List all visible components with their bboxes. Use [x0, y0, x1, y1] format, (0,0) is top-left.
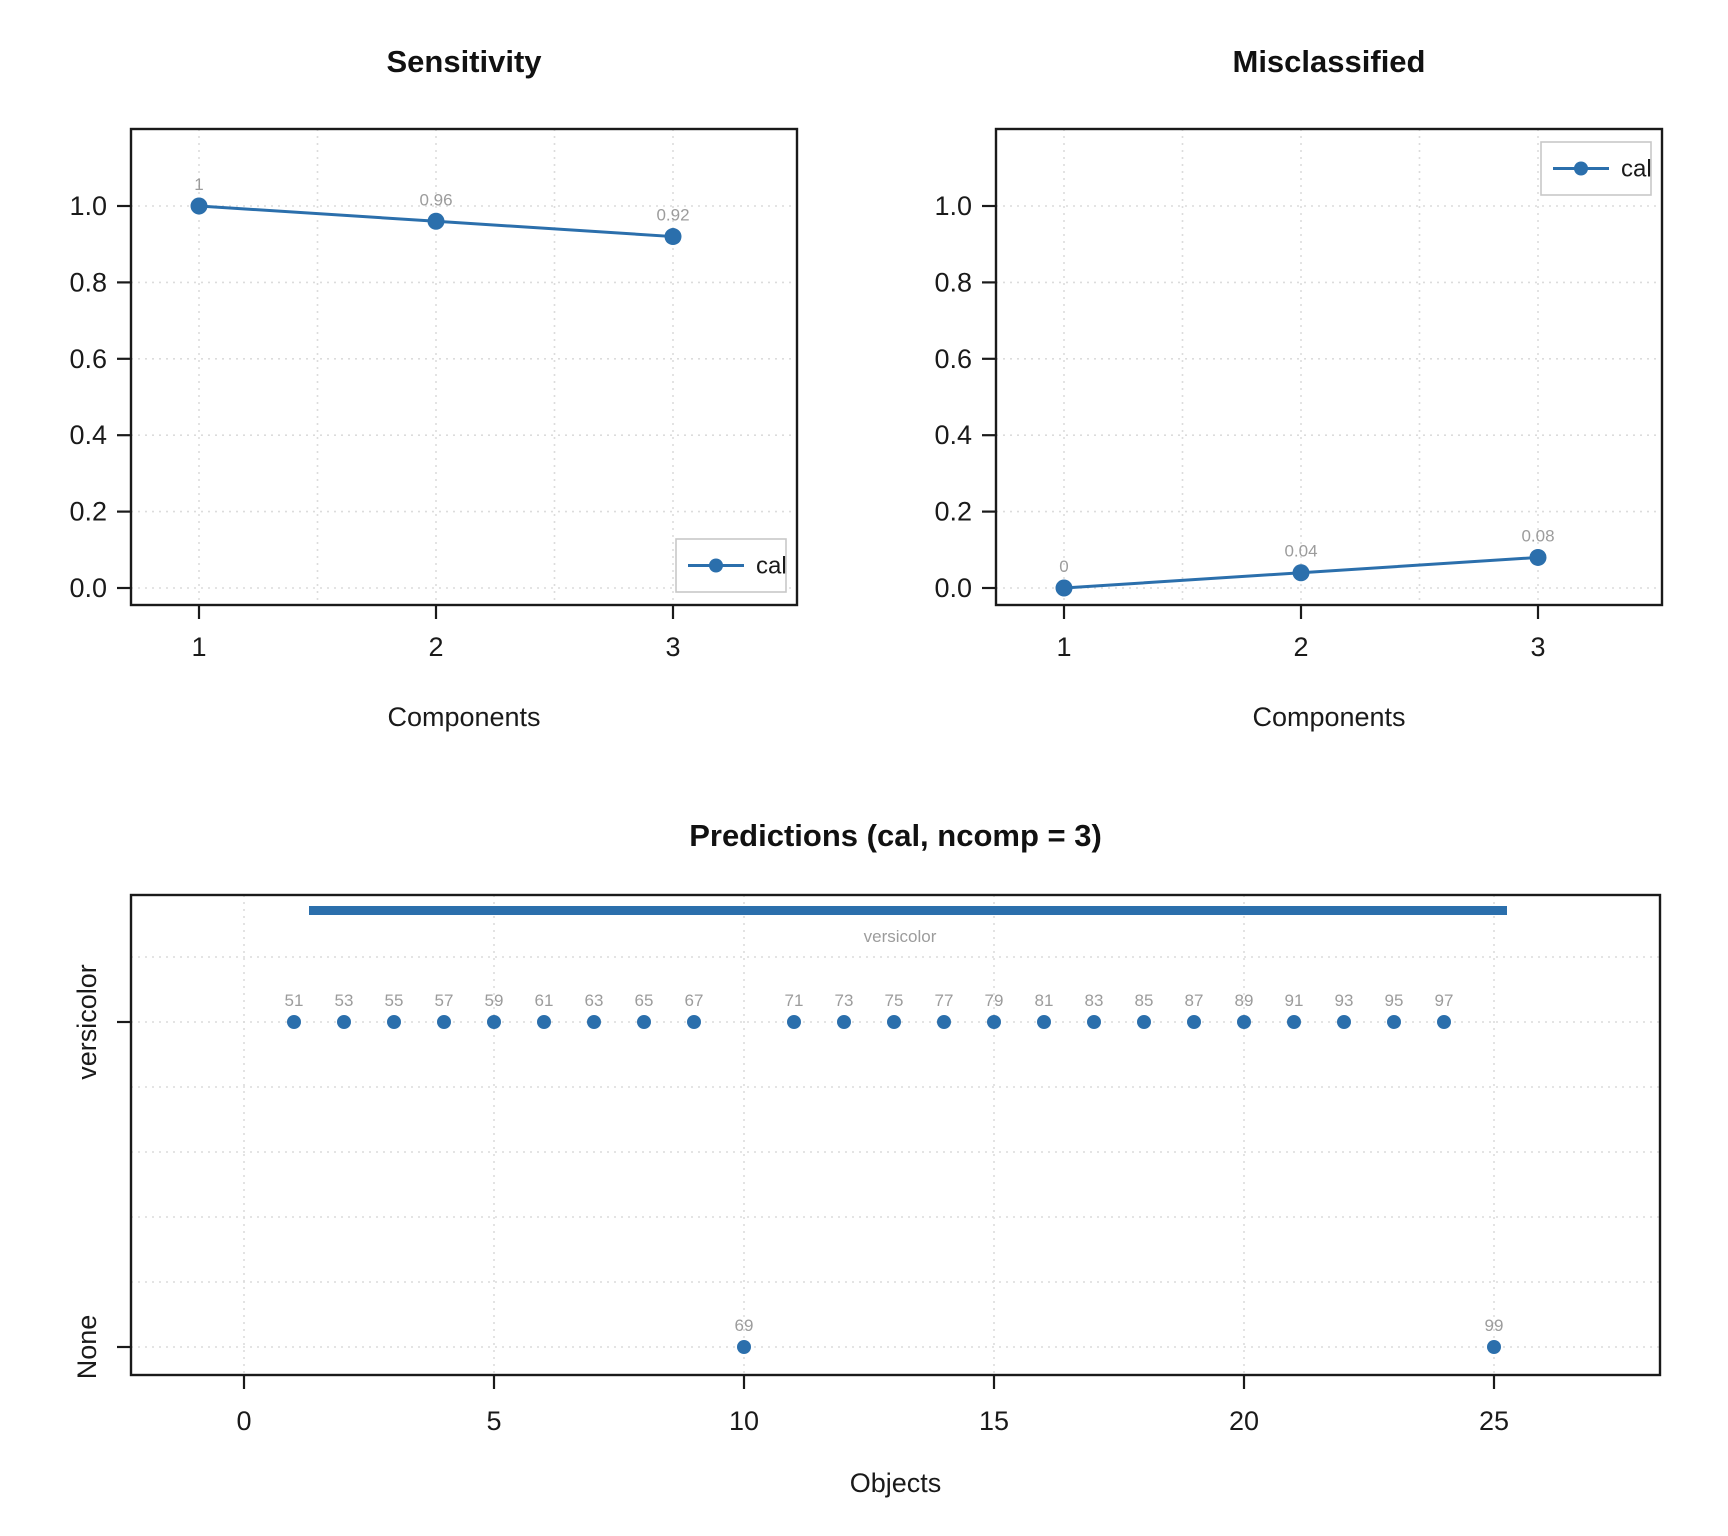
data-point — [1056, 580, 1073, 597]
x-tick-label: 2 — [1293, 632, 1309, 662]
chart-title-misclassified: Misclassified — [1232, 44, 1426, 79]
data-point — [1287, 1015, 1301, 1029]
data-point — [1530, 549, 1547, 566]
y-tick-label: 0.4 — [934, 420, 972, 451]
x-tick-label: 1 — [1056, 632, 1072, 662]
data-point — [437, 1015, 451, 1029]
y-tick-label: None — [72, 1314, 102, 1380]
point-label: 95 — [1384, 991, 1404, 1010]
point-label: 59 — [484, 991, 504, 1010]
x-tick-label: 1 — [191, 632, 207, 662]
x-tick-label: 3 — [1530, 632, 1546, 662]
data-point — [1387, 1015, 1401, 1029]
x-tick-label: 2 — [428, 632, 444, 662]
misclassified-border — [996, 129, 1662, 605]
point-label: 63 — [584, 991, 604, 1010]
x-tick-label: 10 — [728, 1406, 760, 1436]
y-tick-label: versicolor — [72, 964, 102, 1080]
data-point — [537, 1015, 551, 1029]
chart-title-sensitivity: Sensitivity — [386, 44, 542, 79]
y-tick-label: 0.0 — [934, 573, 972, 603]
data-point — [837, 1015, 851, 1029]
class-bar — [309, 906, 1507, 915]
class-bar-label: versicolor — [863, 927, 937, 946]
point-label: 67 — [684, 991, 704, 1010]
y-tick-label: 0.2 — [934, 496, 972, 527]
xaxis-label-components-right: Components — [1252, 702, 1406, 732]
data-point — [1487, 1340, 1501, 1354]
y-tick-label: 0.6 — [934, 343, 972, 374]
point-label: 51 — [284, 991, 304, 1010]
data-point — [665, 228, 682, 245]
xaxis-label-objects: Objects — [849, 1468, 942, 1498]
legend-label: cal — [756, 552, 787, 580]
point-label: 55 — [384, 991, 404, 1010]
point-label: 73 — [834, 991, 854, 1010]
data-point — [287, 1015, 301, 1029]
data-point — [337, 1015, 351, 1029]
point-label: 79 — [984, 991, 1004, 1010]
x-tick-label: 25 — [1478, 1406, 1510, 1436]
data-point — [1137, 1015, 1151, 1029]
misclassified-gridlines — [996, 129, 1662, 605]
point-label: 83 — [1084, 991, 1104, 1010]
data-point — [987, 1015, 1001, 1029]
data-point — [1293, 564, 1310, 581]
point-label: 0.04 — [1284, 541, 1318, 561]
data-point — [428, 213, 445, 230]
chart-title-predictions: Predictions (cal, ncomp = 3) — [689, 818, 1102, 853]
data-point — [687, 1015, 701, 1029]
point-label: 61 — [534, 991, 554, 1010]
data-point — [637, 1015, 651, 1029]
point-label: 75 — [884, 991, 904, 1010]
point-label: 0.92 — [656, 205, 690, 225]
y-tick-label: 0.0 — [69, 573, 107, 603]
point-label: 65 — [634, 991, 654, 1010]
data-point — [191, 198, 208, 215]
x-tick-label: 0 — [236, 1406, 252, 1436]
point-label: 99 — [1484, 1316, 1504, 1335]
y-tick-label: 0.8 — [69, 267, 107, 298]
predictions-panel — [72, 895, 1660, 1436]
sensitivity-gridlines — [131, 129, 797, 605]
data-point — [737, 1340, 751, 1354]
y-tick-label: 0.4 — [69, 420, 107, 451]
data-point — [587, 1015, 601, 1029]
sensitivity-legend — [676, 539, 787, 592]
data-point — [1337, 1015, 1351, 1029]
data-point — [1037, 1015, 1051, 1029]
data-point — [1437, 1015, 1451, 1029]
point-label: 77 — [934, 991, 954, 1010]
data-point — [887, 1015, 901, 1029]
point-label: 1 — [194, 175, 204, 194]
point-label: 87 — [1184, 991, 1204, 1010]
misclassified-panel — [934, 129, 1662, 662]
x-tick-label: 20 — [1228, 1406, 1260, 1436]
data-point — [787, 1015, 801, 1029]
y-tick-label: 0.8 — [934, 267, 972, 298]
predictions-ticks — [117, 1022, 1494, 1389]
y-tick-label: 1.0 — [69, 191, 107, 221]
data-point — [937, 1015, 951, 1029]
point-label: 69 — [734, 1316, 754, 1335]
data-point — [387, 1015, 401, 1029]
x-tick-label: 3 — [665, 632, 681, 662]
xaxis-label-components-left: Components — [387, 702, 541, 732]
point-label: 91 — [1284, 991, 1304, 1010]
point-label: 53 — [334, 991, 354, 1010]
point-label: 81 — [1034, 991, 1054, 1010]
legend-sample-point — [1574, 162, 1588, 176]
x-tick-label: 15 — [978, 1406, 1010, 1436]
y-tick-label: 0.2 — [69, 496, 107, 527]
sensitivity-border — [131, 129, 797, 605]
point-label: 97 — [1434, 991, 1454, 1010]
legend-label: cal — [1621, 155, 1652, 183]
predictions-border — [131, 895, 1660, 1375]
sensitivity-panel — [69, 129, 797, 662]
point-label: 85 — [1134, 991, 1154, 1010]
data-point — [1237, 1015, 1251, 1029]
data-point — [1187, 1015, 1201, 1029]
sensitivity-ticks — [117, 206, 673, 619]
x-tick-label: 5 — [486, 1406, 502, 1436]
point-label: 57 — [434, 991, 454, 1010]
point-label: 0.08 — [1521, 526, 1555, 546]
predictions-gridlines — [131, 895, 1660, 1375]
legend-sample-point — [709, 559, 723, 573]
y-tick-label: 0.6 — [69, 343, 107, 374]
point-label: 93 — [1334, 991, 1354, 1010]
point-label: 71 — [784, 991, 804, 1010]
y-tick-label: 1.0 — [934, 191, 972, 221]
data-point — [1087, 1015, 1101, 1029]
point-label: 89 — [1234, 991, 1254, 1010]
point-label: 0 — [1059, 557, 1069, 576]
point-label: 0.96 — [419, 190, 453, 210]
data-point — [487, 1015, 501, 1029]
misclassified-legend — [1541, 142, 1652, 195]
